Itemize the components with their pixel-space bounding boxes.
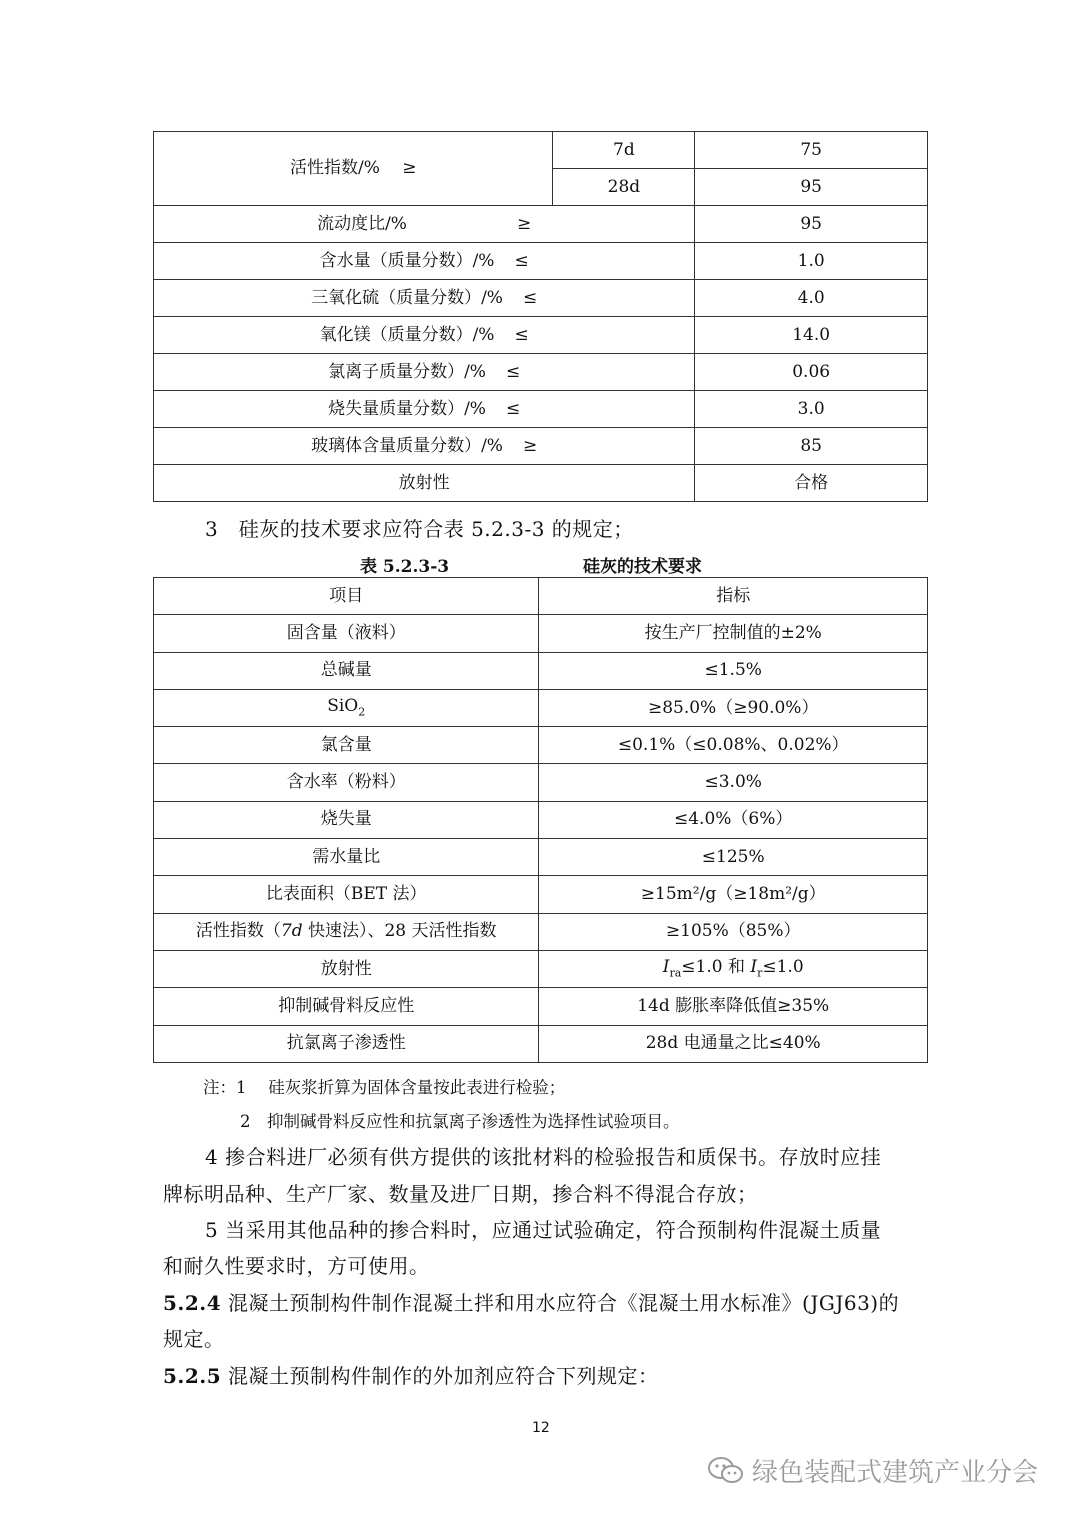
row-operator: ≤ [514,250,529,271]
value-cell: ≤0.1%（≤0.08%、0.02%） [539,727,928,764]
row-operator: ≤ [522,287,538,308]
table-row [154,764,928,801]
clause-number: 5.2.5 [163,1364,222,1388]
value-cell: ≤1.5% [539,652,928,689]
silica-fume-table [153,577,928,1063]
item-cell: 固含量（液料） [154,615,539,652]
table-row [154,950,928,987]
symbol-I: I [750,957,758,978]
activity-age: 7d [553,132,695,169]
item-cell: 放射性 [154,950,539,987]
column-header: 指标 [539,578,928,615]
row-value: 4.0 [695,280,928,317]
clause-text: 混凝土预制构件制作混凝土拌和用水应符合《混凝土用水标准》(JGJ63)的 [228,1291,900,1315]
value-cell: 14d 膨胀率降低值≥35% [539,988,928,1025]
item-cell [154,689,539,726]
table-row [154,913,928,950]
row-label: 放射性 [154,465,695,502]
item-cell: 需水量比 [154,839,539,876]
table-row [154,839,928,876]
activity-value: 95 [695,169,928,206]
item-subscript: 2 [358,705,366,719]
clause-5-2-4 [163,1287,899,1316]
paragraph-4-line-1: 4 掺合料进厂必须有供方提供的该批材料的检验报告和质保书。存放时应挂 [205,1145,882,1169]
row-value: 95 [695,206,928,243]
row-operator: ≥ [522,435,538,456]
value-cell: 按生产厂控制值的±2% [539,615,928,652]
page-number: 12 [532,1420,550,1436]
row-operator: ≤ [505,361,521,382]
table-row [154,988,928,1025]
table-row [154,1025,928,1062]
table-row [154,689,928,726]
fly-ash-table [153,131,928,502]
symbol-subscript: r [757,966,763,980]
item-cell: 氯含量 [154,727,539,764]
table-caption-number: 表 5.2.3-3 [360,557,450,577]
row-label: 烧失量质量分数）/% [328,398,486,419]
item-cell: 抑制碱骨料反应性 [154,988,539,1025]
value-cell: ≤3.0% [539,764,928,801]
symbol-I: I [662,957,670,978]
paragraph-5-line-1: 5 当采用其他品种的掺合料时，应通过试验确定，符合预制构件混凝土质量 [205,1218,882,1242]
clause-5-2-4-line-2: 规定。 [163,1327,225,1351]
item-italic: 7d [280,921,303,942]
table-row [154,243,928,280]
watermark-text: 绿色装配式建筑产业分会 [752,1458,1039,1488]
value-cell: 28d 电通量之比≤40% [539,1025,928,1062]
clause-number: 5.2.4 [163,1291,222,1315]
item-cell: 抗氯离子渗透性 [154,1025,539,1062]
table-row [154,801,928,838]
activity-label: 活性指数/% ≥ [154,132,553,206]
activity-value: 75 [695,132,928,169]
paragraph-3: 3 硅灰的技术要求应符合表 5.2.3-3 的规定； [205,517,634,541]
table-row [154,876,928,913]
item-text: SiO [327,696,359,717]
clause-text: 混凝土预制构件制作的外加剂应符合下列规定： [228,1364,659,1388]
row-value: 14.0 [695,317,928,354]
table-row [154,652,928,689]
value-cell: ≥85.0%（≥90.0%） [539,689,928,726]
item-cell: 烧失量 [154,801,539,838]
item-text: 快速法）、28 天活性指数 [302,921,497,942]
paragraph-5-line-2: 和耐久性要求时，方可使用。 [163,1254,430,1278]
note-1: 注：1 硅灰浆折算为固体含量按此表进行检验； [203,1078,566,1097]
column-header: 项目 [154,578,539,615]
item-cell [154,913,539,950]
row-label: 氧化镁（质量分数）/% [319,324,495,345]
table-row [154,615,928,652]
row-label: 氯离子质量分数）/% [328,361,486,382]
row-operator: ≤ [514,324,529,345]
row-label: 三氧化硫（质量分数）/% [311,287,503,308]
table-row [154,727,928,764]
table-row [154,391,928,428]
row-operator: ≤ [505,398,521,419]
item-text: 活性指数（ [195,921,281,942]
table-row [154,465,928,502]
value-text: ≤1.0 [762,957,804,978]
activity-age: 28d [553,169,695,206]
table-row [154,428,928,465]
row-value: 合格 [695,465,928,502]
row-value: 85 [695,428,928,465]
paragraph-4-line-2: 牌标明品种、生产厂家、数量及进厂日期，掺合料不得混合存放； [163,1182,758,1206]
item-cell: 含水率（粉料） [154,764,539,801]
table-row [154,317,928,354]
row-label: 流动度比/% [317,213,407,234]
row-value: 3.0 [695,391,928,428]
row-value: 0.06 [695,354,928,391]
value-cell: ≤125% [539,839,928,876]
value-text: ≤1.0 和 [681,957,751,978]
table-row [154,206,928,243]
item-cell: 比表面积（BET 法） [154,876,539,913]
symbol-subscript: ra [669,966,682,980]
table-caption-title: 硅灰的技术要求 [583,557,702,577]
value-cell: ≤4.0%（6%） [539,801,928,838]
value-cell: ≥105%（85%） [539,913,928,950]
table-header-row [154,578,928,615]
item-cell: 总碱量 [154,652,539,689]
wechat-icon [706,1455,746,1487]
row-label: 玻璃体含量质量分数）/% [311,435,503,456]
watermark [706,1452,1038,1489]
value-cell [539,950,928,987]
clause-5-2-5 [163,1360,659,1389]
table-row [154,354,928,391]
row-operator: ≥ [516,213,532,234]
value-cell: ≥15m²/g（≥18m²/g） [539,876,928,913]
note-2: 2 抑制碱骨料反应性和抗氯离子渗透性为选择性试验项目。 [240,1112,680,1131]
row-label: 含水量（质量分数）/% [319,250,495,271]
row-value: 1.0 [695,243,928,280]
table-row [154,280,928,317]
